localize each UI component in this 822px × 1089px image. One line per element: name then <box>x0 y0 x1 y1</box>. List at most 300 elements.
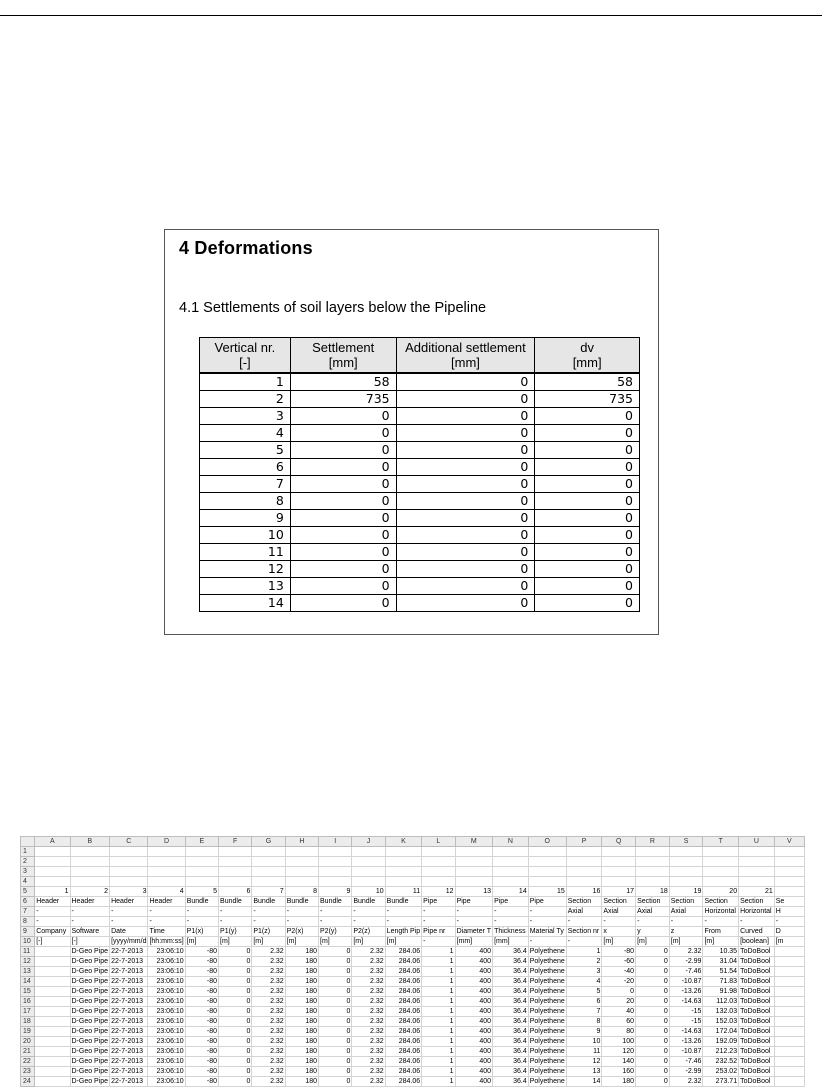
sheet-cell[interactable]: 2.32 <box>252 977 285 987</box>
sheet-cell[interactable]: 9 <box>566 1027 602 1037</box>
sheet-cell[interactable] <box>669 877 703 887</box>
sheet-cell[interactable] <box>455 867 493 877</box>
sheet-cell[interactable]: 31.04 <box>703 957 739 967</box>
sheet-cell[interactable]: 0 <box>636 1067 670 1077</box>
sheet-cell[interactable]: Date <box>110 927 148 937</box>
sheet-cell[interactable]: 284.06 <box>385 1067 421 1077</box>
sheet-cell[interactable]: Polyethene <box>529 988 565 995</box>
sheet-cell[interactable]: 22-7-2013 <box>110 967 148 977</box>
sheet-cell[interactable]: 23:06:10 <box>148 997 185 1007</box>
sheet-cell[interactable]: 40 <box>602 1007 636 1017</box>
sheet-cell[interactable] <box>774 887 804 897</box>
sheet-cell[interactable]: - <box>35 917 70 927</box>
sheet-cell[interactable]: -80 <box>185 1037 218 1047</box>
sheet-cell[interactable] <box>35 1077 70 1087</box>
row-header[interactable]: 3 <box>21 867 35 877</box>
sheet-cell[interactable] <box>493 857 529 867</box>
row-header[interactable]: 10 <box>21 937 35 947</box>
sheet-cell[interactable]: Section <box>636 897 670 907</box>
sheet-cell[interactable]: Bundle <box>385 897 421 907</box>
sheet-cell[interactable]: H <box>774 907 804 917</box>
sheet-cell[interactable] <box>385 867 421 877</box>
sheet-cell[interactable] <box>774 1027 804 1037</box>
sheet-cell[interactable]: 4 <box>148 887 185 897</box>
row-header[interactable]: 15 <box>21 987 35 997</box>
sheet-cell[interactable]: 3 <box>566 967 602 977</box>
sheet-cell[interactable]: -80 <box>185 1017 218 1027</box>
sheet-cell[interactable]: -80 <box>185 967 218 977</box>
sheet-cell[interactable] <box>35 867 70 877</box>
sheet-cell[interactable]: -80 <box>602 947 636 957</box>
sheet-cell[interactable]: 180 <box>285 957 318 967</box>
sheet-cell[interactable]: Bundle <box>319 897 352 907</box>
sheet-cell[interactable]: 3 <box>110 887 148 897</box>
sheet-cell[interactable]: -20 <box>602 977 636 987</box>
sheet-cell[interactable]: 1 <box>422 1017 455 1027</box>
sheet-cell[interactable]: 20 <box>703 887 739 897</box>
sheet-cell[interactable]: 10.35 <box>703 947 739 957</box>
sheet-cell[interactable]: [-] <box>35 937 70 947</box>
sheet-cell[interactable]: D-Geo Pipe <box>71 1038 109 1045</box>
sheet-cell[interactable]: 7 <box>252 887 285 897</box>
sheet-cell[interactable]: Pipe <box>528 897 566 907</box>
column-header[interactable]: L <box>422 837 455 847</box>
sheet-cell[interactable]: -10.87 <box>669 1047 703 1057</box>
sheet-cell[interactable]: - <box>252 917 285 927</box>
sheet-cell[interactable]: 0 <box>319 1037 352 1047</box>
sheet-cell[interactable]: -60 <box>602 957 636 967</box>
sheet-cell[interactable]: P1(y) <box>219 927 252 937</box>
sheet-cell[interactable]: 160 <box>602 1067 636 1077</box>
sheet-cell[interactable]: 180 <box>285 977 318 987</box>
sheet-cell[interactable] <box>636 867 670 877</box>
sheet-cell[interactable]: 2.32 <box>352 967 385 977</box>
sheet-cell[interactable] <box>70 847 110 857</box>
sheet-cell[interactable]: 6 <box>219 887 252 897</box>
sheet-cell[interactable]: 400 <box>455 1007 493 1017</box>
sheet-cell[interactable]: -13.26 <box>669 1037 703 1047</box>
sheet-cell[interactable]: 0 <box>219 957 252 967</box>
sheet-cell[interactable]: 36.4 <box>493 1067 529 1077</box>
sheet-cell[interactable]: 22-7-2013 <box>110 1027 148 1037</box>
sheet-cell[interactable] <box>739 877 775 887</box>
sheet-cell[interactable]: -15 <box>669 1007 703 1017</box>
sheet-cell[interactable]: 2.32 <box>352 987 385 997</box>
sheet-cell[interactable]: - <box>493 917 529 927</box>
sheet-cell[interactable]: 36.4 <box>493 1017 529 1027</box>
sheet-cell[interactable]: 0 <box>636 947 670 957</box>
sheet-cell[interactable]: 36.4 <box>493 957 529 967</box>
sheet-cell[interactable]: 22-7-2013 <box>110 957 148 967</box>
sheet-cell[interactable] <box>703 867 739 877</box>
sheet-cell[interactable]: 1 <box>422 1067 455 1077</box>
sheet-cell[interactable]: Pipe <box>422 897 455 907</box>
sheet-cell[interactable] <box>774 867 804 877</box>
sheet-cell[interactable]: ToDoBool <box>739 957 775 967</box>
sheet-cell[interactable]: -80 <box>185 1077 218 1087</box>
sheet-cell[interactable] <box>285 857 318 867</box>
sheet-cell[interactable]: 22-7-2013 <box>110 1057 148 1067</box>
sheet-cell[interactable] <box>774 1017 804 1027</box>
sheet-cell[interactable]: P2(x) <box>285 927 318 937</box>
sheet-cell[interactable] <box>774 1057 804 1067</box>
sheet-cell[interactable]: -7.46 <box>669 1057 703 1067</box>
column-header[interactable]: J <box>352 837 385 847</box>
sheet-cell[interactable]: 1 <box>422 957 455 967</box>
sheet-cell[interactable]: 284.06 <box>385 1017 421 1027</box>
sheet-cell[interactable]: 0 <box>219 967 252 977</box>
row-header[interactable]: 16 <box>21 997 35 1007</box>
sheet-cell[interactable]: 1 <box>422 1037 455 1047</box>
sheet-cell[interactable]: 14 <box>566 1077 602 1087</box>
sheet-cell[interactable]: 1 <box>566 947 602 957</box>
sheet-cell[interactable]: Bundle <box>219 897 252 907</box>
sheet-cell[interactable]: 2.32 <box>252 997 285 1007</box>
sheet-cell[interactable]: 284.06 <box>385 947 421 957</box>
sheet-cell[interactable] <box>35 1057 70 1067</box>
sheet-cell[interactable] <box>703 847 739 857</box>
sheet-cell[interactable]: ToDoBool <box>739 997 775 1007</box>
sheet-cell[interactable]: - <box>352 907 385 917</box>
sheet-cell[interactable]: D-Geo Pipe <box>71 978 109 985</box>
sheet-cell[interactable]: Polyethene <box>529 948 565 955</box>
sheet-cell[interactable]: 1 <box>422 967 455 977</box>
sheet-cell[interactable] <box>70 877 110 887</box>
sheet-cell[interactable] <box>35 947 70 957</box>
sheet-cell[interactable]: [m] <box>636 937 670 947</box>
row-header[interactable]: 17 <box>21 1007 35 1017</box>
sheet-cell[interactable]: Length Pip <box>386 928 421 935</box>
sheet-cell[interactable]: 120 <box>602 1047 636 1057</box>
sheet-cell[interactable]: 0 <box>319 967 352 977</box>
sheet-cell[interactable]: ToDoBool <box>739 1077 775 1087</box>
sheet-cell[interactable] <box>219 877 252 887</box>
sheet-cell[interactable]: 0 <box>636 1077 670 1087</box>
sheet-cell[interactable]: ToDoBool <box>739 1027 775 1037</box>
sheet-cell[interactable]: - <box>70 907 110 917</box>
row-header[interactable]: 18 <box>21 1017 35 1027</box>
sheet-cell[interactable]: [-] <box>70 937 110 947</box>
sheet-cell[interactable]: 22-7-2013 <box>110 947 148 957</box>
sheet-cell[interactable] <box>703 857 739 867</box>
sheet-cell[interactable]: -15 <box>669 1017 703 1027</box>
sheet-cell[interactable]: [m] <box>319 937 352 947</box>
sheet-cell[interactable] <box>185 857 218 867</box>
sheet-cell[interactable]: - <box>319 917 352 927</box>
sheet-cell[interactable]: - <box>285 917 318 927</box>
sheet-cell[interactable]: D-Geo Pipe <box>71 998 109 1005</box>
sheet-cell[interactable]: 284.06 <box>385 1077 421 1087</box>
sheet-cell[interactable] <box>352 847 385 857</box>
sheet-cell[interactable] <box>566 877 602 887</box>
sheet-cell[interactable] <box>669 857 703 867</box>
sheet-cell[interactable]: 0 <box>219 987 252 997</box>
row-header[interactable]: 8 <box>21 917 35 927</box>
sheet-cell[interactable]: - <box>669 917 703 927</box>
sheet-cell[interactable] <box>774 957 804 967</box>
row-header[interactable]: 12 <box>21 957 35 967</box>
sheet-cell[interactable] <box>35 1027 70 1037</box>
sheet-cell[interactable] <box>219 857 252 867</box>
sheet-cell[interactable] <box>774 997 804 1007</box>
sheet-cell[interactable]: 4 <box>566 977 602 987</box>
sheet-cell[interactable]: -80 <box>185 947 218 957</box>
sheet-cell[interactable]: - <box>219 917 252 927</box>
sheet-cell[interactable]: 212.23 <box>703 1047 739 1057</box>
column-header[interactable]: P <box>566 837 602 847</box>
column-header[interactable]: U <box>739 837 775 847</box>
sheet-cell[interactable]: Polyethene <box>529 1038 565 1045</box>
sheet-cell[interactable]: ToDoBool <box>739 977 775 987</box>
sheet-cell[interactable]: 15 <box>528 887 566 897</box>
sheet-cell[interactable] <box>35 1037 70 1047</box>
sheet-cell[interactable]: ToDoBool <box>739 1047 775 1057</box>
row-header[interactable]: 22 <box>21 1057 35 1067</box>
column-header[interactable]: Q <box>602 837 636 847</box>
sheet-cell[interactable]: 400 <box>455 987 493 997</box>
sheet-cell[interactable]: 112.03 <box>703 997 739 1007</box>
sheet-cell[interactable]: - <box>528 907 566 917</box>
sheet-cell[interactable]: Pipe <box>493 897 529 907</box>
sheet-cell[interactable]: 36.4 <box>493 1007 529 1017</box>
sheet-cell[interactable] <box>110 867 148 877</box>
sheet-cell[interactable] <box>252 867 285 877</box>
sheet-cell[interactable]: 23:06:10 <box>148 1017 185 1027</box>
sheet-cell[interactable]: Company <box>35 927 70 937</box>
sheet-cell[interactable]: Section <box>739 897 775 907</box>
sheet-cell[interactable]: 0 <box>636 957 670 967</box>
sheet-cell[interactable]: Header <box>70 897 110 907</box>
sheet-cell[interactable]: [m] <box>285 937 318 947</box>
sheet-cell[interactable]: D-Geo Pipe <box>71 1008 109 1015</box>
sheet-cell[interactable] <box>252 847 285 857</box>
sheet-cell[interactable] <box>493 847 529 857</box>
sheet-cell[interactable]: Polyethene <box>529 1008 565 1015</box>
sheet-cell[interactable]: 273.71 <box>703 1077 739 1087</box>
row-header[interactable]: 23 <box>21 1067 35 1077</box>
sheet-cell[interactable]: -80 <box>185 1047 218 1057</box>
column-header[interactable]: F <box>219 837 252 847</box>
column-header[interactable]: A <box>35 837 70 847</box>
sheet-cell[interactable]: 36.4 <box>493 1077 529 1087</box>
sheet-cell[interactable]: 12 <box>422 887 455 897</box>
sheet-cell[interactable]: - <box>602 917 636 927</box>
sheet-cell[interactable]: [m] <box>602 937 636 947</box>
sheet-cell[interactable]: 180 <box>285 1027 318 1037</box>
sheet-cell[interactable]: 2.32 <box>252 1037 285 1047</box>
sheet-cell[interactable]: ToDoBool <box>739 1037 775 1047</box>
sheet-cell[interactable]: z <box>669 927 703 937</box>
sheet-cell[interactable] <box>493 877 529 887</box>
sheet-cell[interactable] <box>774 947 804 957</box>
row-header[interactable]: 19 <box>21 1027 35 1037</box>
sheet-cell[interactable] <box>422 857 455 867</box>
sheet-cell[interactable] <box>528 857 566 867</box>
sheet-cell[interactable]: 5 <box>185 887 218 897</box>
sheet-cell[interactable]: 1 <box>422 987 455 997</box>
sheet-cell[interactable]: 2.32 <box>352 1077 385 1087</box>
sheet-cell[interactable] <box>455 847 493 857</box>
sheet-cell[interactable] <box>219 847 252 857</box>
sheet-cell[interactable]: 2.32 <box>252 1057 285 1067</box>
sheet-cell[interactable]: 22-7-2013 <box>110 1067 148 1077</box>
sheet-cell[interactable] <box>35 847 70 857</box>
sheet-cell[interactable]: Section nr <box>566 927 602 937</box>
sheet-cell[interactable]: 2.32 <box>352 1007 385 1017</box>
sheet-cell[interactable]: 23:06:10 <box>148 967 185 977</box>
sheet-cell[interactable] <box>774 967 804 977</box>
sheet-cell[interactable]: 36.4 <box>493 1047 529 1057</box>
sheet-cell[interactable]: Section <box>602 897 636 907</box>
sheet-cell[interactable]: -80 <box>185 977 218 987</box>
sheet-cell[interactable]: 22-7-2013 <box>110 987 148 997</box>
sheet-cell[interactable]: 9 <box>319 887 352 897</box>
sheet-cell[interactable] <box>669 867 703 877</box>
sheet-cell[interactable]: 2.32 <box>352 1067 385 1077</box>
sheet-cell[interactable]: Polyethene <box>529 1018 565 1025</box>
sheet-cell[interactable]: 284.06 <box>385 1057 421 1067</box>
column-header[interactable]: D <box>148 837 185 847</box>
sheet-cell[interactable]: - <box>110 917 148 927</box>
sheet-cell[interactable]: 2.32 <box>252 987 285 997</box>
sheet-cell[interactable] <box>774 1037 804 1047</box>
sheet-cell[interactable]: - <box>148 917 185 927</box>
sheet-cell[interactable]: Section <box>703 897 739 907</box>
sheet-cell[interactable] <box>703 877 739 887</box>
sheet-cell[interactable]: 23:06:10 <box>148 1077 185 1087</box>
sheet-cell[interactable]: 0 <box>219 1067 252 1077</box>
sheet-cell[interactable]: Axial <box>636 907 670 917</box>
sheet-cell[interactable]: 284.06 <box>385 1027 421 1037</box>
sheet-cell[interactable]: 2.32 <box>352 997 385 1007</box>
sheet-cell[interactable]: 8 <box>566 1017 602 1027</box>
sheet-cell[interactable]: 2.32 <box>352 1037 385 1047</box>
sheet-cell[interactable]: 2.32 <box>352 1047 385 1057</box>
sheet-cell[interactable]: ToDoBool <box>739 987 775 997</box>
sheet-cell[interactable]: Polyethene <box>529 1028 565 1035</box>
sheet-cell[interactable]: D-Geo Pipe <box>71 1018 109 1025</box>
sheet-cell[interactable]: 180 <box>285 1077 318 1087</box>
sheet-cell[interactable]: 80 <box>602 1027 636 1037</box>
sheet-cell[interactable]: 284.06 <box>385 1047 421 1057</box>
sheet-cell[interactable]: 2.32 <box>669 947 703 957</box>
sheet-cell[interactable] <box>319 847 352 857</box>
sheet-cell[interactable]: 22-7-2013 <box>110 977 148 987</box>
column-header[interactable]: V <box>774 837 804 847</box>
sheet-cell[interactable]: - <box>636 917 670 927</box>
sheet-cell[interactable]: 0 <box>219 1077 252 1087</box>
sheet-cell[interactable]: 36.4 <box>493 977 529 987</box>
sheet-cell[interactable]: 22-7-2013 <box>110 1047 148 1057</box>
sheet-cell[interactable] <box>566 847 602 857</box>
sheet-cell[interactable]: Header <box>148 897 185 907</box>
sheet-cell[interactable]: 1 <box>422 947 455 957</box>
sheet-cell[interactable]: - <box>110 907 148 917</box>
sheet-cell[interactable]: 60 <box>602 1017 636 1027</box>
sheet-cell[interactable] <box>110 847 148 857</box>
sheet-cell[interactable]: Polyethene <box>529 1068 565 1075</box>
sheet-cell[interactable]: 23:06:10 <box>148 957 185 967</box>
sheet-cell[interactable]: 400 <box>455 967 493 977</box>
sheet-cell[interactable]: P2(y) <box>319 927 352 937</box>
sheet-cell[interactable]: 400 <box>455 1047 493 1057</box>
sheet-cell[interactable]: 20 <box>602 997 636 1007</box>
sheet-cell[interactable]: - <box>35 907 70 917</box>
sheet-cell[interactable] <box>636 877 670 887</box>
sheet-cell[interactable]: 22-7-2013 <box>110 1037 148 1047</box>
sheet-cell[interactable]: 180 <box>602 1077 636 1087</box>
sheet-cell[interactable] <box>352 877 385 887</box>
row-header[interactable]: 2 <box>21 857 35 867</box>
sheet-cell[interactable]: 400 <box>455 1067 493 1077</box>
sheet-cell[interactable] <box>285 877 318 887</box>
sheet-cell[interactable]: 400 <box>455 1017 493 1027</box>
sheet-cell[interactable]: 1 <box>422 977 455 987</box>
sheet-cell[interactable]: 2.32 <box>669 1077 703 1087</box>
sheet-cell[interactable]: - <box>455 907 493 917</box>
sheet-cell[interactable]: 284.06 <box>385 1037 421 1047</box>
sheet-cell[interactable]: 19 <box>669 887 703 897</box>
sheet-cell[interactable]: ToDoBool <box>739 1067 775 1077</box>
sheet-cell[interactable]: 0 <box>636 1037 670 1047</box>
sheet-cell[interactable] <box>252 857 285 867</box>
sheet-cell[interactable]: [mm] <box>455 937 493 947</box>
sheet-cell[interactable]: 232.52 <box>703 1057 739 1067</box>
sheet-cell[interactable]: [m] <box>219 937 252 947</box>
column-header[interactable]: C <box>110 837 148 847</box>
sheet-cell[interactable]: 23:06:10 <box>148 1027 185 1037</box>
sheet-cell[interactable]: 400 <box>455 977 493 987</box>
sheet-cell[interactable]: 152.03 <box>703 1017 739 1027</box>
sheet-cell[interactable]: 36.4 <box>493 1027 529 1037</box>
sheet-cell[interactable]: -80 <box>185 1067 218 1077</box>
sheet-cell[interactable]: D-Geo Pipe <box>71 1058 109 1065</box>
sheet-cell[interactable] <box>739 867 775 877</box>
row-header[interactable]: 14 <box>21 977 35 987</box>
sheet-cell[interactable]: 22-7-2013 <box>110 1017 148 1027</box>
sheet-cell[interactable]: 36.4 <box>493 967 529 977</box>
sheet-cell[interactable]: 36.4 <box>493 997 529 1007</box>
sheet-cell[interactable]: - <box>319 907 352 917</box>
sheet-cell[interactable]: - <box>739 917 775 927</box>
column-header[interactable]: O <box>528 837 566 847</box>
sheet-cell[interactable] <box>739 857 775 867</box>
sheet-cell[interactable]: 0 <box>319 987 352 997</box>
sheet-cell[interactable]: 0 <box>319 1017 352 1027</box>
sheet-cell[interactable]: [mm] <box>493 937 529 947</box>
sheet-cell[interactable]: 17 <box>602 887 636 897</box>
sheet-cell[interactable] <box>385 877 421 887</box>
sheet-cell[interactable]: 1 <box>422 1057 455 1067</box>
sheet-cell[interactable]: 14 <box>493 887 529 897</box>
row-header[interactable]: 9 <box>21 927 35 937</box>
sheet-cell[interactable]: [m] <box>703 937 739 947</box>
sheet-cell[interactable] <box>739 847 775 857</box>
sheet-cell[interactable]: ToDoBool <box>739 1057 775 1067</box>
sheet-cell[interactable]: 0 <box>319 1047 352 1057</box>
sheet-cell[interactable] <box>528 847 566 857</box>
sheet-cell[interactable] <box>774 1067 804 1077</box>
sheet-cell[interactable]: P2(z) <box>352 927 385 937</box>
sheet-cell[interactable]: 18 <box>636 887 670 897</box>
sheet-cell[interactable]: - <box>185 917 218 927</box>
sheet-cell[interactable] <box>185 867 218 877</box>
sheet-cell[interactable]: D-Geo Pipe <box>71 1048 109 1055</box>
sheet-cell[interactable]: Pipe <box>455 897 493 907</box>
sheet-cell[interactable]: 51.54 <box>703 967 739 977</box>
sheet-cell[interactable] <box>285 847 318 857</box>
sheet-cell[interactable]: [m] <box>352 937 385 947</box>
